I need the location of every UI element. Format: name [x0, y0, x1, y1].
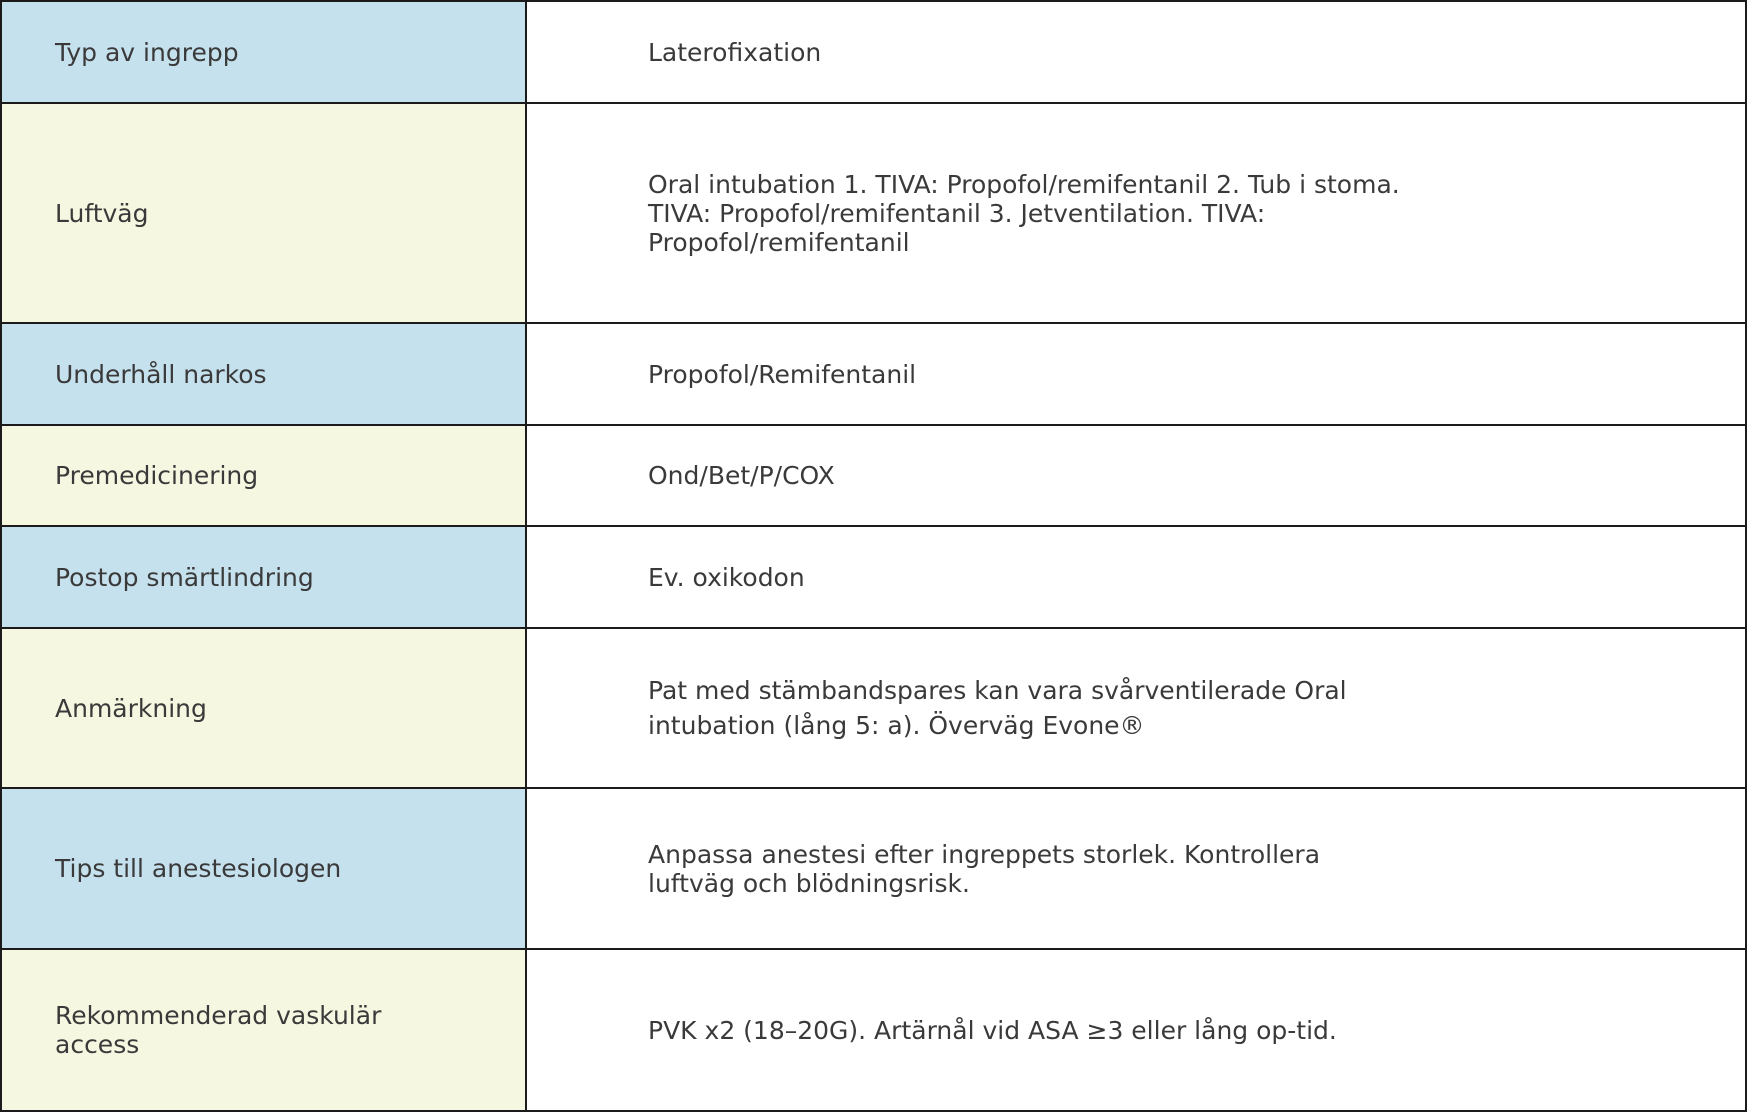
table-row	[1, 949, 1746, 1111]
table-row	[1, 1, 1746, 103]
row-label-anesthesia-maintenance: Underhåll narkos	[1, 323, 526, 425]
table-row	[1, 788, 1746, 949]
row-value-remark: Pat med stämbandspares kan vara svårventilerade Oral intubation (lång 5: a). Överväg Evone®	[526, 628, 1746, 788]
table-row	[1, 425, 1746, 526]
row-label-premedication: Premedicinering	[1, 425, 526, 526]
table-row	[1, 103, 1746, 323]
row-label-postop-analgesia: Postop smärtlindring	[1, 526, 526, 628]
row-label-procedure-type: Typ av ingrepp	[1, 1, 526, 103]
row-label-remark: Anmärkning	[1, 628, 526, 788]
row-value-vascular-access: PVK x2 (18–20G). Artärnål vid ASA ≥3 eller lång op-tid.	[526, 949, 1746, 1111]
table-row	[1, 323, 1746, 425]
row-value-premedication: Ond/Bet/P/COX	[526, 425, 1746, 526]
table-row	[1, 526, 1746, 628]
row-value-anesthesiologist-tips: Anpassa anestesi efter ingreppets storlek. Kontrollera luftväg och blödningsrisk.	[526, 788, 1746, 949]
row-label-airway: Luftväg	[1, 103, 526, 323]
row-value-procedure-type: Laterofixation	[526, 1, 1746, 103]
row-label-anesthesiologist-tips: Tips till anestesiologen	[1, 788, 526, 949]
row-label-vascular-access: Rekommenderad vaskulär access	[1, 949, 526, 1111]
row-value-postop-analgesia: Ev. oxikodon	[526, 526, 1746, 628]
table-row	[1, 628, 1746, 788]
row-value-anesthesia-maintenance: Propofol/Remifentanil	[526, 323, 1746, 425]
row-value-airway: Oral intubation 1. TIVA: Propofol/remifentanil 2. Tub i stoma. TIVA: Propofol/remifentanil 3. Jetventilation. TIVA: Propofol/remifentanil	[526, 103, 1746, 323]
